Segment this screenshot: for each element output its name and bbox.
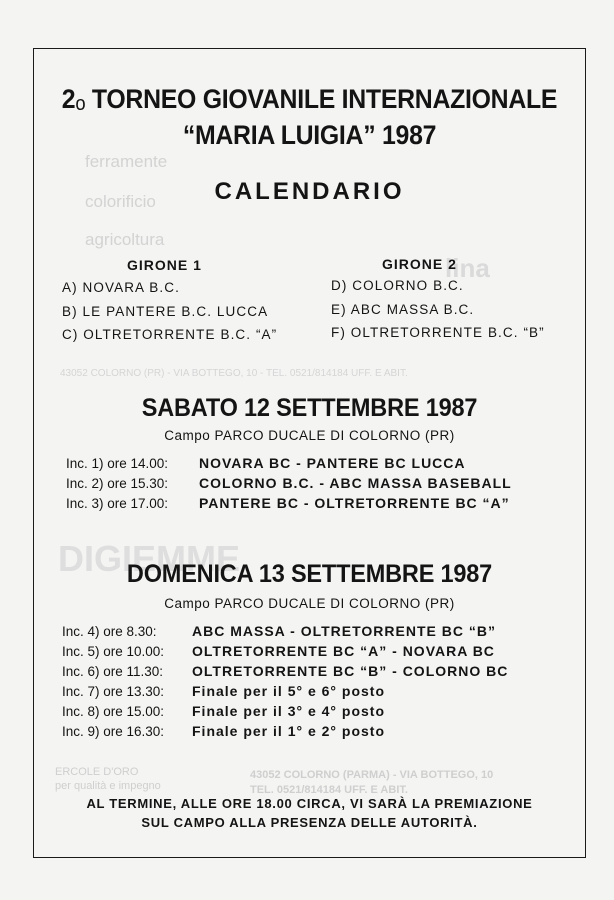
watermark-text: 43052 COLORNO (PR) - VIA BOTTEGO, 10 - TEL. 0521/814184 UFF. E ABIT.	[60, 368, 408, 379]
title-ordinal: o	[75, 93, 86, 115]
game-matchup: ABC MASSA - OLTRETORRENTE BC “B”	[192, 623, 496, 639]
group-1-list	[62, 276, 277, 347]
schedule-row	[62, 661, 508, 681]
game-matchup: OLTRETORRENTE BC “A” - NOVARA BC	[192, 643, 495, 659]
tournament-title	[55, 84, 564, 116]
schedule-row	[66, 453, 512, 473]
group-team: E) ABC MASSA B.C.	[331, 301, 475, 317]
game-time: Inc. 2) ore 15.30:	[66, 476, 169, 491]
schedule-row	[66, 473, 512, 493]
game-matchup: PANTERE BC - OLTRETORRENTE BC “A”	[199, 495, 510, 511]
game-time: Inc. 9) ore 16.30:	[62, 724, 165, 739]
group-team: B) LE PANTERE B.C. LUCCA	[62, 303, 269, 319]
watermark-text: colorificio	[85, 192, 156, 211]
game-matchup: Finale per il 3° e 4° posto	[192, 703, 386, 719]
sunday-heading: DOMENICA 13 SETTEMBRE 1987	[126, 560, 493, 588]
schedule-row	[62, 681, 508, 701]
schedule-row	[62, 641, 508, 661]
group-2-heading: GIRONE 2	[382, 256, 457, 272]
game-matchup: COLORNO B.C. - ABC MASSA BASEBALL	[199, 475, 512, 491]
watermark-line: TEL. 0521/814184 UFF. E ABIT.	[250, 784, 408, 796]
awards-notice-line: SUL CAMPO ALLA PRESENZA DELLE AUTORITÀ.	[141, 815, 478, 830]
game-time: Inc. 4) ore 8.30:	[62, 624, 157, 639]
saturday-heading: SABATO 12 SETTEMBRE 1987	[141, 394, 478, 422]
group-team: D) COLORNO B.C.	[331, 278, 464, 293]
game-time: Inc. 7) ore 13.30:	[62, 684, 165, 699]
watermark-line: 43052 COLORNO (PARMA) - VIA BOTTEGO, 10	[250, 769, 494, 781]
sunday-venue: Campo PARCO DUCALE DI COLORNO (PR)	[164, 596, 455, 611]
awards-notice	[33, 794, 586, 832]
game-matchup: Finale per il 5° e 6° posto	[192, 683, 386, 699]
watermark-text: ferramente	[85, 152, 168, 171]
group-team: C) OLTRETORRENTE B.C. “A”	[62, 327, 278, 342]
title-number: 2	[61, 84, 76, 114]
game-time: Inc. 5) ore 10.00:	[62, 644, 165, 659]
sunday-schedule	[62, 621, 508, 741]
game-time: Inc. 8) ore 15.00:	[62, 704, 165, 719]
game-time: Inc. 1) ore 14.00:	[66, 456, 169, 471]
schedule-row	[62, 701, 508, 721]
game-time: Inc. 6) ore 11.30:	[62, 664, 164, 679]
group-1-heading: GIRONE 1	[127, 257, 202, 273]
title-text: TORNEO GIOVANILE INTERNAZIONALE	[85, 84, 558, 114]
game-matchup: OLTRETORRENTE BC “B” - COLORNO BC	[192, 663, 509, 679]
schedule-row	[62, 721, 508, 741]
watermark-line: per qualità e impegno	[55, 780, 161, 792]
group-team: A) NOVARA B.C.	[62, 280, 180, 295]
watermark-text: agricoltura	[85, 230, 165, 249]
tournament-subtitle: “MARIA LUIGIA” 1987	[182, 120, 437, 150]
watermark-text: lina	[445, 253, 490, 283]
schedule-row	[62, 621, 508, 641]
game-matchup: Finale per il 1° e 2° posto	[192, 723, 386, 739]
watermark-line: ERCOLE D'ORO	[55, 766, 139, 778]
saturday-venue: Campo PARCO DUCALE DI COLORNO (PR)	[164, 428, 455, 443]
calendar-heading: CALENDARIO	[214, 178, 405, 205]
group-2-list	[331, 274, 545, 345]
game-matchup: NOVARA BC - PANTERE BC LUCCA	[199, 455, 466, 471]
watermark-text: DIGIEMME	[58, 538, 241, 579]
schedule-row	[66, 493, 512, 513]
group-team: F) OLTRETORRENTE B.C. “B”	[331, 325, 545, 340]
game-time: Inc. 3) ore 17.00:	[66, 496, 169, 511]
awards-notice-line: AL TERMINE, ALLE ORE 18.00 CIRCA, VI SARÀ LA PREMIAZIONE	[86, 796, 533, 811]
saturday-schedule	[66, 453, 512, 513]
